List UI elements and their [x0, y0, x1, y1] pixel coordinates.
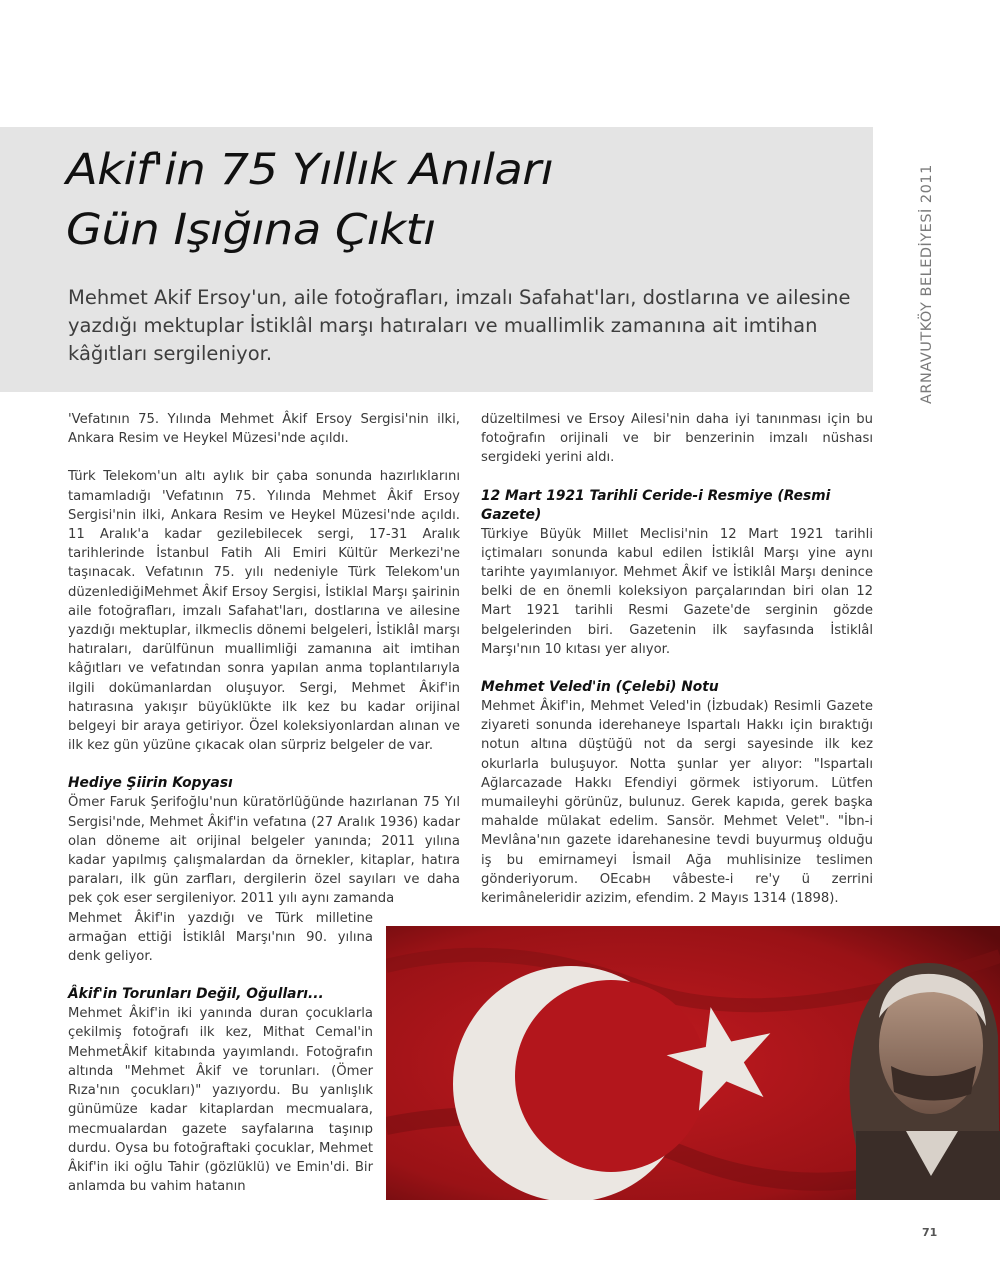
title-line-1: Akif'in 75 Yıllık Anıları: [66, 145, 554, 195]
body-paragraph: Mehmet Âkif'in, Mehmet Veled'in (İzbudak) Resimli Gazete ziyareti sonunda iderehaneye Ispartalı Hakkı için bıraktığı notun altına düştüğü not da sergi sayesinde ilk kez okurlarla buluşuyor. Notta şunlar yer alıyor: "Ispartalı Ağlarcazade Hakkı Efendiyi görmek istiyorum. Lütfen mumaileyhi görünüz, bulunuz. Gerek kapıda, gerek başka mahalde mülakat edelim. Sansör. Mehmet Velet". "İbn-i Mevlâna'nın gazete idarehanesine tevdi buyurmuş olduğu iş bu emirnameyi İsmail Ağa muhlisinize teslimen gönderiyorum. OEcabн vâbeste-i re'y ü zerrini kerimâneleridir azizim, efendim. 2 Mayıs 1314 (1898).: [481, 699, 873, 907]
turkish-flag-illustration: [386, 926, 1000, 1200]
right-column: [481, 410, 873, 908]
article-subtitle: Mehmet Akif Ersoy'un, aile fotoğrafları, imzalı Safahat'ları, dostlarına ve ailesine yazdığı mektuplar İstiklâl marşı hatıraları ve muallimlik zamanına ait imtihan kâğıtları sergileniyor.: [68, 286, 851, 365]
side-label: ARNAVUTKÖY BELEDİYESİ 2011: [919, 164, 935, 404]
title-line-2: Gün Işığına Çıktı: [66, 205, 436, 255]
body-paragraph: Mehmet Âkif'in iki yanında duran çocuklarla çekilmiş fotoğrafı ilk kez, Mithat Cemal'in MehmetÂkif kitabında yayımlandı. Fotoğrafın altında "Mehmet Âkif ve torunları. (Ömer Rıza'nın çocukları)" yazıyordu. Bu yanlışlık günümüze kadar kitaplardan mecmualara, mecmualardan gazete sayfalarına taşınıp durdu. Oysa bu fotoğraftaki çocuklar, Mehmet Âkif'in iki oğlu Tahir (gözlüklü) ve Emin'di. Bir anlamda bu vahim hatanın: [68, 1006, 373, 1195]
body-paragraph: Türk Telekom'un altı aylık bir çaba sonunda hazırlıklarını tamamladığı 'Vefatının 75. Yılında Mehmet Âkif Ersoy Sergisi'nin ilki, Ankara Resim ve Heykel Müzesi'nde açıldı. 11 Aralık'a kadar gezilebilecek sergi, 17-31 Aralık tarihlerinde İstanbul Fatih Ali Emiri Kültür Merkezi'ne taşınacak. Vefatının 75. yılı nedeniyle Türk Telekom'un düzenlediğiMehmet Âkif Ersoy Sergisi, İstiklal Marşı şairinin aile fotoğrafları, imzalı Safahat'ları, dostlarına ve ailesine yazdığı mektuplar, ilkmeclis dönemi belgeleri, İstiklâl marşı hatıraları, darülfünun muallimliği zamanına ait imtihan kâğıtları ve vefatından sonra yapılan anma toplantılarıyla ilgili dokümanlardan oluşuyor. Sergi, Mehmet Âkif'in hatırasına yakışır büyüklükte ilk kez bu kadar orijinal belgeyi bir araya getiriyor. Özel koleksiyonlardan alınan ve ilk kez gün yüzüne çıkacak olan sürpriz belgeler de var.: [68, 469, 460, 754]
body-paragraph: Ömer Faruk Şerifoğlu'nun küratörlüğünde hazırlanan 75 Yıl Sergisi'nde, Mehmet Âkif'in vefatına (27 Aralık 1936) kadar olan döneme ait orijinal belgeler yanında; 2011 yılına kadar yapılmış çalışmalardan da örnekler, kitaplar, hatıra paraları, ilk gün zarfları, dergilerin özel sayıları ve daha pek çok eser sergileniyor. 2011 yılı aynı zamanda: [68, 795, 460, 907]
section-heading: Hediye Şiirin Kopyası: [68, 775, 233, 792]
flag-portrait-photo: [386, 926, 1000, 1200]
section-heading: Mehmet Veled'in (Çelebi) Notu: [481, 679, 719, 696]
body-paragraph: Türkiye Büyük Millet Meclisi'nin 12 Mart 1921 tarihli içtimaları sonunda kabul edilen İstiklâl Marşı yine aynı tarihte yayımlanıyor. Mehmet Âkif ve İstiklâl Marşı denince belki de en önemli koleksiyon parçalarından biri olan 12 Mart 1921 tarihli Resmi Gazete'de serginin gözde belgelerinden biri. Gazetenin ilk sayfasında İstiklâl Marşı'nın 10 kıtası yer alıyor.: [481, 526, 873, 657]
body-paragraph: düzeltilmesi ve Ersoy Ailesi'nin daha iyi tanınması için bu fotoğrafın orijinali ve bir benzerinin imzalı nüshası sergideki yerini aldı.: [481, 412, 873, 466]
page-number: 71: [922, 1226, 938, 1239]
section-heading: Âkif'in Torunları Değil, Oğulları...: [68, 986, 324, 1003]
body-paragraph: Mehmet Âkif'in yazdığı ve Türk milletine armağan ettiği İstiklâl Marşı'nın 90. yılına denk geliyor.: [68, 910, 373, 965]
portrait-figure: [850, 963, 1000, 1200]
article-title: [66, 140, 919, 260]
section-heading: 12 Mart 1921 Tarihli Ceride-i Resmiye (Resmi Gazete): [481, 487, 831, 523]
intro-paragraph: 'Vefatının 75. Yılında Mehmet Âkif Ersoy Sergisi'nin ilki, Ankara Resim ve Heykel Müzesi'nde açıldı.: [68, 412, 460, 447]
